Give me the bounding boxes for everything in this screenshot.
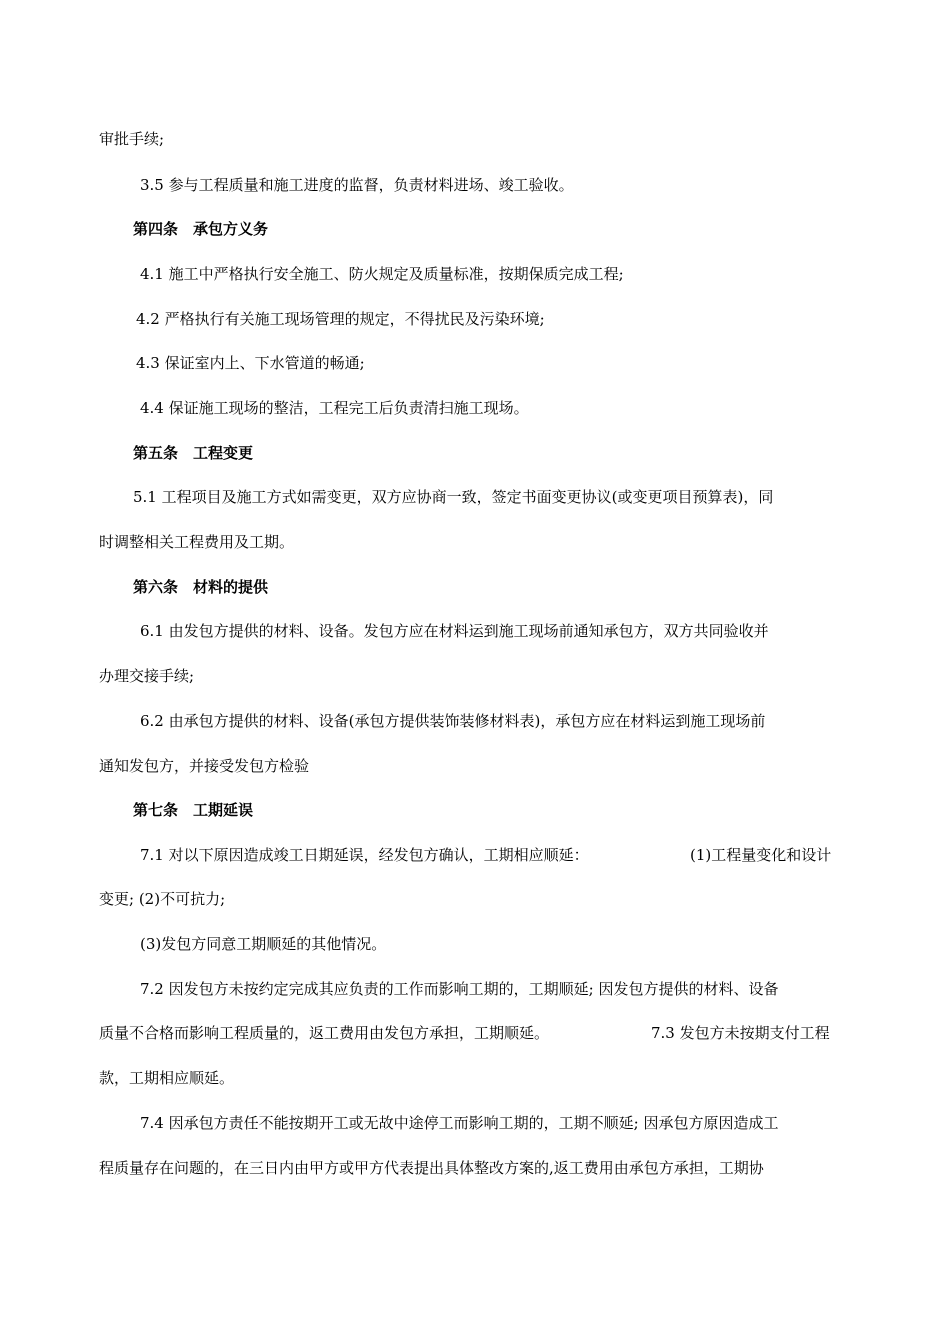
clause-7-3: 7.3 发包方未按期支付工程: [651, 1024, 830, 1042]
text-line: 质量不合格而影响工程质量的，返工费用由发包方承担，工期顺延。: [99, 1024, 550, 1042]
article-6-heading: 第六条 材料的提供: [133, 578, 269, 596]
clause-7-4: 7.4 因承包方责任不能按期开工或无故中途停工而影响工期的，工期不顺延; 因承包方原因造成工: [140, 1114, 779, 1132]
text-line: 时调整相关工程费用及工期。: [99, 533, 295, 551]
text-line: 款，工期相应顺延。: [99, 1069, 235, 1087]
text-line: 变更; (2)不可抗力;: [99, 890, 226, 908]
text-line: 办理交接手续;: [99, 667, 195, 685]
clause-4-2: 4.2 严格执行有关施工现场管理的规定，不得扰民及污染环境;: [136, 310, 545, 328]
clause-7-1-item-3: (3)发包方同意工期顺延的其他情况。: [140, 935, 387, 953]
article-5-heading: 第五条 工程变更: [133, 444, 254, 462]
text-line: 程质量存在问题的，在三日内由甲方或甲方代表提出具体整改方案的,返工费用由承包方承担，工期协: [99, 1159, 764, 1177]
clause-7-1-item-1: (1)工程量变化和设计: [690, 846, 832, 864]
text-line: 审批手续;: [99, 130, 165, 148]
clause-4-3: 4.3 保证室内上、下水管道的畅通;: [136, 354, 365, 372]
clause-4-4: 4.4 保证施工现场的整洁，工程完工后负责清扫施工现场。: [140, 399, 529, 417]
clause-6-1: 6.1 由发包方提供的材料、设备。发包方应在材料运到施工现场前通知承包方，双方共同验收并: [140, 622, 769, 640]
clause-6-2: 6.2 由承包方提供的材料、设备(承包方提供装饰装修材料表)，承包方应在材料运到施工现场前: [140, 712, 766, 730]
clause-4-1: 4.1 施工中严格执行安全施工、防火规定及质量标准，按期保质完成工程;: [140, 265, 624, 283]
clause-7-2: 7.2 因发包方未按约定完成其应负责的工作而影响工期的，工期顺延; 因发包方提供的材料、设备: [140, 980, 779, 998]
article-4-heading: 第四条 承包方义务: [133, 220, 269, 238]
clause-7-1: 7.1 对以下原因造成竣工日期延误，经发包方确认，工期相应顺延：: [140, 846, 589, 864]
clause-3-5: 3.5 参与工程质量和施工进度的监督，负责材料进场、竣工验收。: [140, 176, 574, 194]
clause-5-1: 5.1 工程项目及施工方式如需变更，双方应协商一致，签定书面变更协议(或变更项目预算表)，同: [133, 488, 774, 506]
text-line: 通知发包方，并接受发包方检验: [99, 757, 310, 775]
article-7-heading: 第七条 工期延误: [133, 801, 254, 819]
